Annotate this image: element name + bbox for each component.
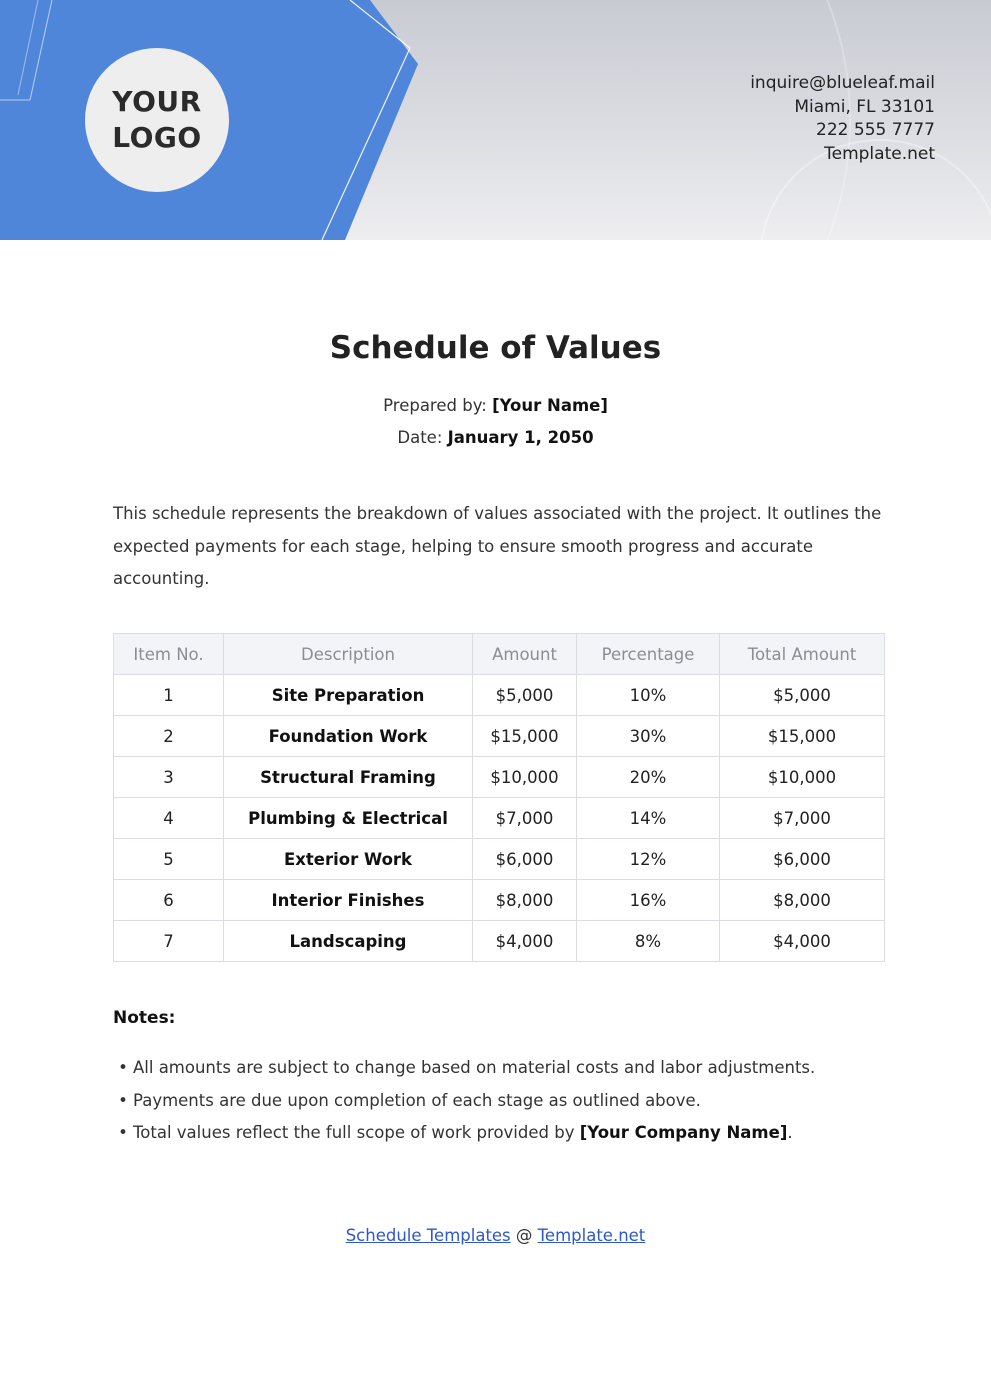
schedule-templates-link[interactable]: Schedule Templates (345, 1226, 511, 1245)
prepared-by-label: Prepared by: (383, 396, 487, 415)
percentage-cell: 16% (577, 880, 720, 921)
total-amount-cell: $7,000 (720, 798, 885, 839)
note-text: Payments are due upon completion of each stage as outlined above. (133, 1090, 701, 1110)
document-date (0, 428, 991, 447)
item-no-cell: 2 (114, 716, 224, 757)
footer (0, 1226, 991, 1245)
description-cell: Exterior Work (224, 839, 473, 880)
total-amount-cell: $4,000 (720, 921, 885, 962)
table-row (114, 757, 885, 798)
header-description: Description (224, 634, 473, 675)
description-cell: Site Preparation (224, 675, 473, 716)
header-banner (0, 0, 991, 240)
note-item (113, 1052, 913, 1085)
prepared-by (0, 396, 991, 415)
description-cell: Landscaping (224, 921, 473, 962)
values-table (113, 633, 885, 962)
percentage-cell: 8% (577, 921, 720, 962)
table-row (114, 921, 885, 962)
percentage-cell: 12% (577, 839, 720, 880)
amount-cell: $15,000 (473, 716, 577, 757)
header-total-amount: Total Amount (720, 634, 885, 675)
total-amount-cell: $15,000 (720, 716, 885, 757)
description-cell: Interior Finishes (224, 880, 473, 921)
header-item-no: Item No. (114, 634, 224, 675)
note-text: All amounts are subject to change based on material costs and labor adjustments. (133, 1058, 816, 1077)
description-cell: Foundation Work (224, 716, 473, 757)
page-title: Schedule of Values (329, 330, 662, 366)
total-amount-cell: $8,000 (720, 880, 885, 921)
amount-cell: $10,000 (473, 757, 577, 798)
amount-cell: $6,000 (473, 839, 577, 880)
table-header-row (114, 634, 885, 675)
amount-cell: $8,000 (473, 880, 577, 921)
amount-cell: $5,000 (473, 675, 577, 716)
table-row (114, 880, 885, 921)
item-no-cell: 3 (114, 757, 224, 798)
item-no-cell: 1 (114, 675, 224, 716)
percentage-cell: 30% (577, 716, 720, 757)
note-text-end: . (787, 1123, 793, 1142)
item-no-cell: 7 (114, 921, 224, 962)
note-item (113, 1085, 913, 1118)
template-net-link[interactable]: Template.net (537, 1226, 646, 1245)
contact-info (750, 72, 935, 166)
total-amount-cell: $10,000 (720, 757, 885, 798)
total-amount-cell: $6,000 (720, 839, 885, 880)
note-item (113, 1117, 913, 1150)
logo-placeholder (85, 48, 229, 192)
header-amount: Amount (473, 634, 577, 675)
company-name-placeholder: [Your Company Name] (579, 1123, 788, 1142)
footer-separator: @ (510, 1226, 538, 1245)
contact-address: Miami, FL 33101 (794, 96, 935, 117)
table-row (114, 839, 885, 880)
notes-heading: Notes: (113, 1008, 176, 1028)
percentage-cell: 14% (577, 798, 720, 839)
table-row (114, 798, 885, 839)
intro-paragraph: This schedule represents the breakdown of values associated with the project. It outlines the expected payments for each stage, helping to ensure smooth progress and accurate accounting. (113, 504, 882, 588)
amount-cell: $4,000 (473, 921, 577, 962)
item-no-cell: 4 (114, 798, 224, 839)
contact-website: Template.net (824, 143, 935, 164)
item-no-cell: 5 (114, 839, 224, 880)
description-cell: Plumbing & Electrical (224, 798, 473, 839)
contact-phone: 222 555 7777 (816, 120, 935, 140)
notes-list (113, 1052, 913, 1150)
table-row (114, 716, 885, 757)
total-amount-cell: $5,000 (720, 675, 885, 716)
percentage-cell: 20% (577, 757, 720, 798)
item-no-cell: 6 (114, 880, 224, 921)
date-value: January 1, 2050 (447, 428, 594, 447)
logo-text: YOUR LOGO (112, 85, 202, 154)
percentage-cell: 10% (577, 675, 720, 716)
table-row (114, 675, 885, 716)
description-cell: Structural Framing (224, 757, 473, 798)
date-label: Date: (397, 428, 443, 447)
note-text: Total values reflect the full scope of work provided by (133, 1123, 580, 1142)
amount-cell: $7,000 (473, 798, 577, 839)
header-percentage: Percentage (577, 634, 720, 675)
prepared-by-value: [Your Name] (492, 396, 608, 415)
contact-email: inquire@blueleaf.mail (750, 73, 935, 93)
